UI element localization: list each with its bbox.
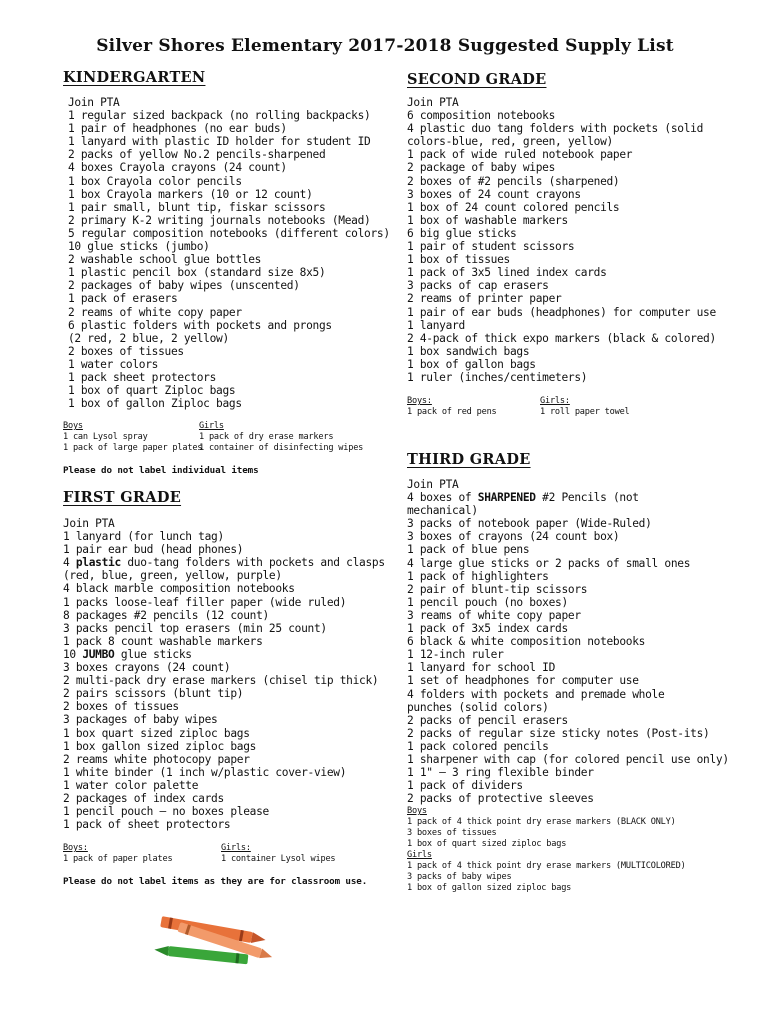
list-item: 1 plastic pencil box (standard size 8x5) bbox=[68, 266, 326, 280]
list-item: 1 box of gallon Ziploc bags bbox=[68, 397, 242, 411]
list-item: 2 packages of index cards bbox=[63, 791, 224, 805]
list-item: 5 regular composition notebooks (different colors) bbox=[68, 226, 390, 240]
list-item: 1 white binder (1 inch w/plastic cover-view) bbox=[63, 765, 347, 779]
kindergarten-list bbox=[68, 96, 390, 410]
list-item: 1 box gallon sized ziploc bags bbox=[63, 739, 257, 753]
list-item: 1 set of headphones for computer use bbox=[407, 674, 639, 688]
list-item: 1 box of 24 count colored pencils bbox=[407, 200, 620, 214]
list-item: 3 boxes of crayons (24 count box) bbox=[407, 530, 620, 544]
list-item: 4 black marble composition notebooks bbox=[63, 582, 295, 596]
list-item: 1 ruler (inches/centimeters) bbox=[407, 370, 588, 384]
girls-item: 1 box of gallon sized ziploc bags bbox=[407, 883, 572, 893]
list-item: 6 plastic folders with pockets and prongs bbox=[68, 318, 332, 332]
girls-label: Girls: bbox=[540, 396, 570, 406]
list-item: 6 black & white composition notebooks bbox=[407, 635, 646, 649]
list-item: 2 packs of regular size sticky notes (Post-its) bbox=[407, 726, 710, 740]
kindergarten-boys bbox=[63, 421, 202, 454]
list-item: 2 4-pack of thick expo markers (black & colored) bbox=[407, 331, 716, 345]
second-grade-boys bbox=[407, 396, 497, 418]
list-item: 1 packs loose-leaf filler paper (wide ruled) bbox=[63, 595, 347, 609]
boys-item: 1 can Lysol spray bbox=[63, 432, 148, 442]
list-item: 1 box of washable markers bbox=[407, 213, 568, 227]
boys-label: Boys bbox=[63, 421, 83, 431]
girls-label: Girls bbox=[407, 850, 432, 860]
list-item: 2 reams of white copy paper bbox=[68, 305, 242, 319]
list-item: Join PTA bbox=[68, 96, 120, 109]
list-item: 1 sharpener with cap (for colored pencil use only) bbox=[407, 752, 729, 766]
list-item: 1 pair of student scissors bbox=[407, 240, 575, 254]
list-item: 2 packs of yellow No.2 pencils-sharpened bbox=[68, 148, 326, 162]
list-item: Join PTA bbox=[63, 517, 115, 530]
first-grade-heading: FIRST GRADE bbox=[63, 489, 182, 506]
boys-item: 3 boxes of tissues bbox=[407, 828, 497, 838]
boys-item: 1 pack of large paper plates bbox=[63, 443, 203, 453]
list-item: 1 box of tissues bbox=[407, 253, 510, 267]
list-item: Join PTA bbox=[407, 96, 459, 109]
list-item: 1 pair of ear buds (headphones) for computer use bbox=[407, 305, 716, 319]
list-item: 2 washable school glue bottles bbox=[68, 253, 262, 267]
list-item: 3 packs of notebook paper (Wide-Ruled) bbox=[407, 517, 652, 531]
girls-item: 1 roll paper towel bbox=[540, 407, 630, 417]
kindergarten-girls bbox=[199, 421, 363, 454]
list-item: 2 multi-pack dry erase markers (chisel tip thick) bbox=[63, 674, 379, 688]
list-item: 1 pencil pouch (no boxes) bbox=[407, 595, 568, 609]
girls-item: 1 pack of dry erase markers bbox=[199, 432, 334, 442]
list-item: 2 reams of printer paper bbox=[407, 292, 562, 306]
third-grade-boys bbox=[407, 806, 686, 894]
list-item: colors-blue, red, green, yellow) bbox=[407, 135, 613, 149]
list-item: 6 big glue sticks bbox=[407, 226, 517, 240]
second-grade-list bbox=[407, 96, 716, 384]
list-item: 4 boxes of SHARPENED #2 Pencils (not bbox=[407, 491, 639, 505]
list-item: 1 box Crayola color pencils bbox=[68, 174, 242, 188]
crayons-icon bbox=[146, 912, 276, 970]
list-item: 1 water colors bbox=[68, 357, 159, 371]
first-grade-list bbox=[63, 517, 385, 831]
page-title: Silver Shores Elementary 2017-2018 Suggested Supply List bbox=[96, 36, 674, 56]
list-item: 2 boxes of tissues bbox=[63, 700, 179, 714]
list-item: 1 box sandwich bags bbox=[407, 344, 530, 358]
girls-item: 1 container Lysol wipes bbox=[221, 854, 336, 864]
list-item: 1 lanyard for school ID bbox=[407, 661, 556, 675]
list-item: 1 lanyard (for lunch tag) bbox=[63, 530, 224, 544]
list-item: 1 pack 8 count washable markers bbox=[63, 634, 263, 648]
list-item: Join PTA bbox=[407, 478, 459, 491]
list-item: 2 reams white photocopy paper bbox=[63, 752, 250, 766]
list-item: 3 boxes crayons (24 count) bbox=[63, 661, 231, 675]
girls-label: Girls bbox=[199, 421, 224, 431]
list-item: 3 packs pencil top erasers (min 25 count) bbox=[63, 621, 327, 635]
list-item: 3 reams of white copy paper bbox=[407, 608, 581, 622]
first-grade-girls bbox=[221, 843, 335, 865]
list-item: 2 boxes of tissues bbox=[68, 344, 184, 358]
list-item: 3 boxes of 24 count crayons bbox=[407, 187, 581, 201]
kindergarten-note: Please do not label individual items bbox=[63, 465, 259, 476]
list-item: 2 package of baby wipes bbox=[407, 161, 556, 175]
list-item: 2 packages of baby wipes (unscented) bbox=[68, 279, 300, 293]
first-grade-note: Please do not label items as they are for classroom use. bbox=[63, 876, 368, 887]
list-item: 10 glue sticks (jumbo) bbox=[68, 240, 210, 254]
list-item: 2 pairs scissors (blunt tip) bbox=[63, 687, 244, 701]
list-item: 1 pack of highlighters bbox=[407, 569, 549, 583]
list-item: 1 pack of dividers bbox=[407, 779, 523, 793]
list-item: 1 lanyard with plastic ID holder for student ID bbox=[68, 135, 371, 149]
first-grade-boys bbox=[63, 843, 172, 865]
list-item: 1 water color palette bbox=[63, 778, 199, 792]
list-item: 1 1" – 3 ring flexible binder bbox=[407, 766, 594, 780]
boys-item: 1 box of quart sized ziploc bags bbox=[407, 839, 567, 849]
kindergarten-heading: KINDERGARTEN bbox=[63, 69, 206, 86]
girls-item: 3 packs of baby wipes bbox=[407, 872, 512, 882]
list-item: 1 pack sheet protectors bbox=[68, 370, 217, 384]
list-item: 2 packs of protective sleeves bbox=[407, 792, 594, 806]
list-item: 1 pair of headphones (no ear buds) bbox=[68, 122, 287, 136]
boys-item: 1 pack of red pens bbox=[407, 407, 497, 417]
list-item: 1 lanyard bbox=[407, 318, 465, 332]
list-item: 1 box of quart Ziploc bags bbox=[68, 384, 236, 398]
list-item: 1 regular sized backpack (no rolling backpacks) bbox=[68, 109, 371, 123]
list-item: 1 pack of blue pens bbox=[407, 543, 530, 557]
list-item: 1 pack colored pencils bbox=[407, 739, 549, 753]
list-item: 4 plastic duo tang folders with pockets (solid bbox=[407, 122, 704, 136]
list-item: 6 composition notebooks bbox=[407, 109, 556, 123]
second-grade-girls bbox=[540, 396, 630, 418]
list-item: 1 pack of 3x5 lined index cards bbox=[407, 266, 607, 280]
girls-item: 1 pack of 4 thick point dry erase markers (MULTICOLORED) bbox=[407, 861, 686, 871]
third-grade-heading: THIRD GRADE bbox=[407, 451, 531, 468]
list-item: punches (solid colors) bbox=[407, 700, 549, 714]
list-item: 1 box quart sized ziploc bags bbox=[63, 726, 250, 740]
second-grade-heading: SECOND GRADE bbox=[407, 71, 547, 88]
list-item: (red, blue, green, yellow, purple) bbox=[63, 569, 282, 583]
list-item: 4 folders with pockets and premade whole bbox=[407, 687, 665, 701]
list-item: 2 primary K-2 writing journals notebooks (Mead) bbox=[68, 213, 371, 227]
list-item: 1 pack of 3x5 index cards bbox=[407, 622, 568, 636]
list-item: 1 pack of sheet protectors bbox=[63, 818, 231, 832]
list-item: 10 JUMBO glue sticks bbox=[63, 647, 192, 661]
list-item: 2 packs of pencil erasers bbox=[407, 713, 568, 727]
list-item: 2 boxes of #2 pencils (sharpened) bbox=[407, 174, 620, 188]
girls-item: 1 container of disinfecting wipes bbox=[199, 443, 364, 453]
list-item: 1 pencil pouch – no boxes please bbox=[63, 805, 269, 819]
list-item: 8 packages #2 pencils (12 count) bbox=[63, 608, 269, 622]
list-item: 1 pair small, blunt tip, fiskar scissors bbox=[68, 200, 326, 214]
boys-item: 1 pack of 4 thick point dry erase markers (BLACK ONLY) bbox=[407, 817, 676, 827]
list-item: 1 pack of erasers bbox=[68, 292, 178, 306]
third-grade-list bbox=[407, 478, 729, 805]
boys-label: Boys: bbox=[63, 843, 88, 853]
list-item: 2 pair of blunt-tip scissors bbox=[407, 582, 588, 596]
list-item: 3 packs of cap erasers bbox=[407, 279, 549, 293]
list-item: 1 12-inch ruler bbox=[407, 648, 504, 662]
list-item: (2 red, 2 blue, 2 yellow) bbox=[68, 331, 229, 345]
list-item: 3 packages of baby wipes bbox=[63, 713, 218, 727]
list-item: mechanical) bbox=[407, 504, 478, 518]
list-item: 4 large glue sticks or 2 packs of small ones bbox=[407, 556, 691, 570]
girls-label: Girls: bbox=[221, 843, 251, 853]
list-item: 4 boxes Crayola crayons (24 count) bbox=[68, 161, 287, 175]
list-item: 4 plastic duo-tang folders with pockets and clasps bbox=[63, 556, 385, 570]
list-item: 1 box of gallon bags bbox=[407, 357, 536, 371]
boys-item: 1 pack of paper plates bbox=[63, 854, 173, 864]
boys-label: Boys bbox=[407, 806, 427, 816]
list-item: 1 box Crayola markers (10 or 12 count) bbox=[68, 187, 313, 201]
list-item: 1 pack of wide ruled notebook paper bbox=[407, 148, 633, 162]
boys-label: Boys: bbox=[407, 396, 432, 406]
list-item: 1 pair ear bud (head phones) bbox=[63, 543, 244, 557]
